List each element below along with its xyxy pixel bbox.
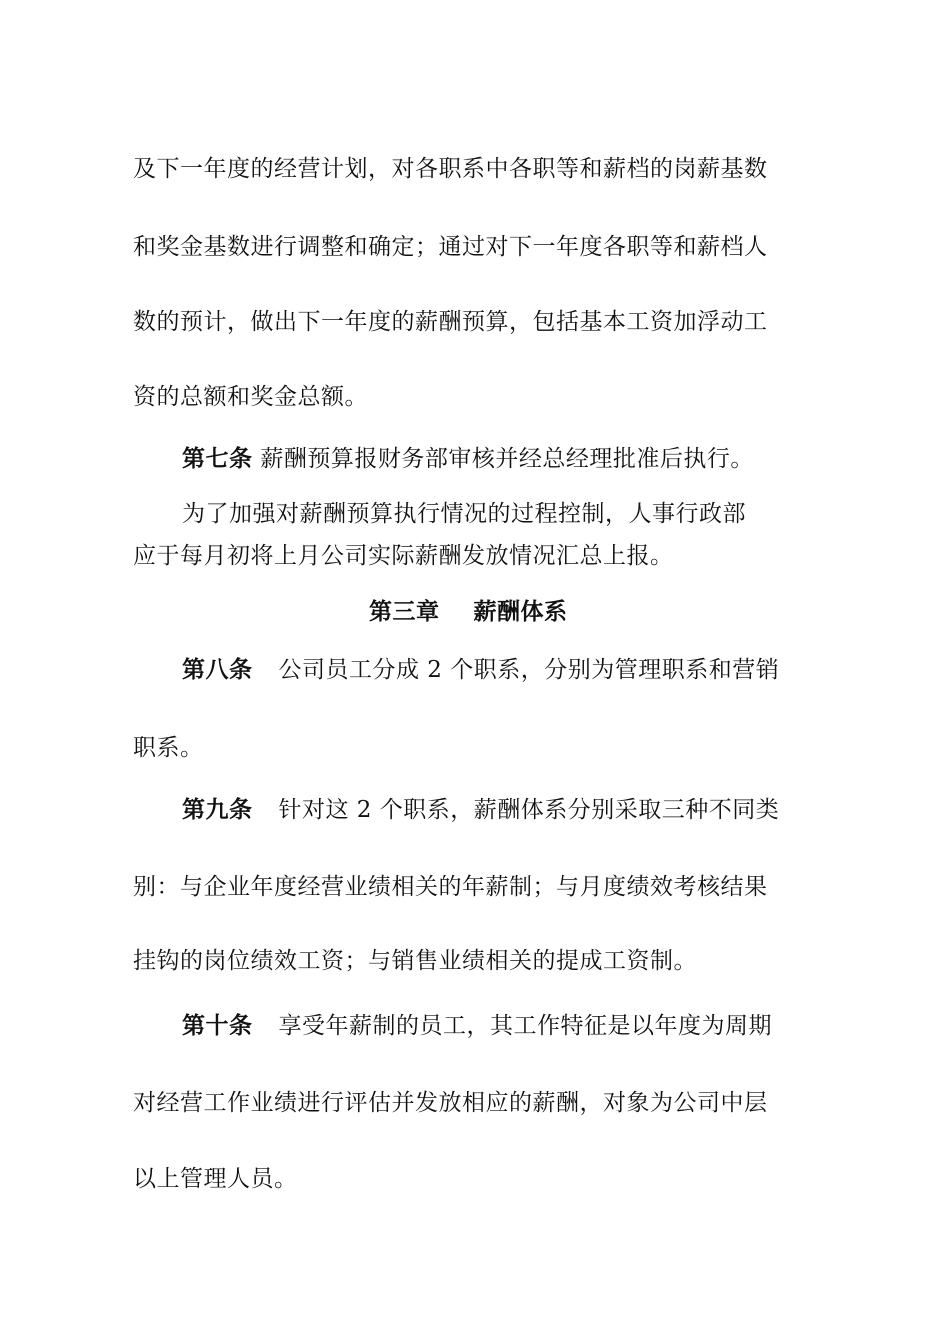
paragraph-line: 和奖金基数进行调整和确定；通过对下一年度各职等和薪档人 — [133, 234, 768, 260]
article-8-line-1 — [182, 655, 779, 685]
paragraph-line: 以上管理人员。 — [133, 1166, 298, 1192]
article-text: 公司员工分成 2 个职系，分别为管理职系和营销 — [278, 657, 780, 683]
article-number: 第十条 — [182, 1012, 253, 1039]
article-text: 针对这 2 个职系，薪酬体系分别采取三种不同类 — [278, 797, 780, 823]
article-number: 第八条 — [182, 656, 253, 683]
article-number: 第九条 — [182, 796, 253, 823]
paragraph-line: 对经营工作业绩进行评估并发放相应的薪酬，对象为公司中层 — [133, 1090, 768, 1116]
article-text: 享受年薪制的员工，其工作特征是以年度为周期 — [278, 1013, 772, 1039]
paragraph-line: 及下一年度的经营计划，对各职系中各职等和薪档的岗薪基数 — [133, 156, 768, 182]
paragraph-line: 为了加强对薪酬预算执行情况的过程控制，人事行政部 — [182, 501, 746, 527]
article-7 — [182, 444, 754, 474]
article-9-line-1 — [182, 795, 779, 825]
paragraph-line: 数的预计，做出下一年度的薪酬预算，包括基本工资加浮动工 — [133, 309, 768, 335]
paragraph-line: 职系。 — [133, 735, 204, 761]
paragraph-line: 别：与企业年度经营业绩相关的年薪制；与月度绩效考核结果 — [133, 874, 768, 900]
paragraph-line: 挂钩的岗位绩效工资；与销售业绩相关的提成工资制。 — [133, 948, 697, 974]
paragraph-line: 资的总额和奖金总额。 — [133, 384, 368, 410]
article-text: 薪酬预算报财务部审核并经总经理批准后执行。 — [260, 446, 754, 472]
article-number: 第七条 — [182, 445, 253, 472]
article-10-line-1 — [182, 1011, 772, 1041]
chapter-heading: 第三章 薪酬体系 — [369, 598, 568, 625]
paragraph-line: 应于每月初将上月公司实际薪酬发放情况汇总上报。 — [133, 543, 674, 569]
